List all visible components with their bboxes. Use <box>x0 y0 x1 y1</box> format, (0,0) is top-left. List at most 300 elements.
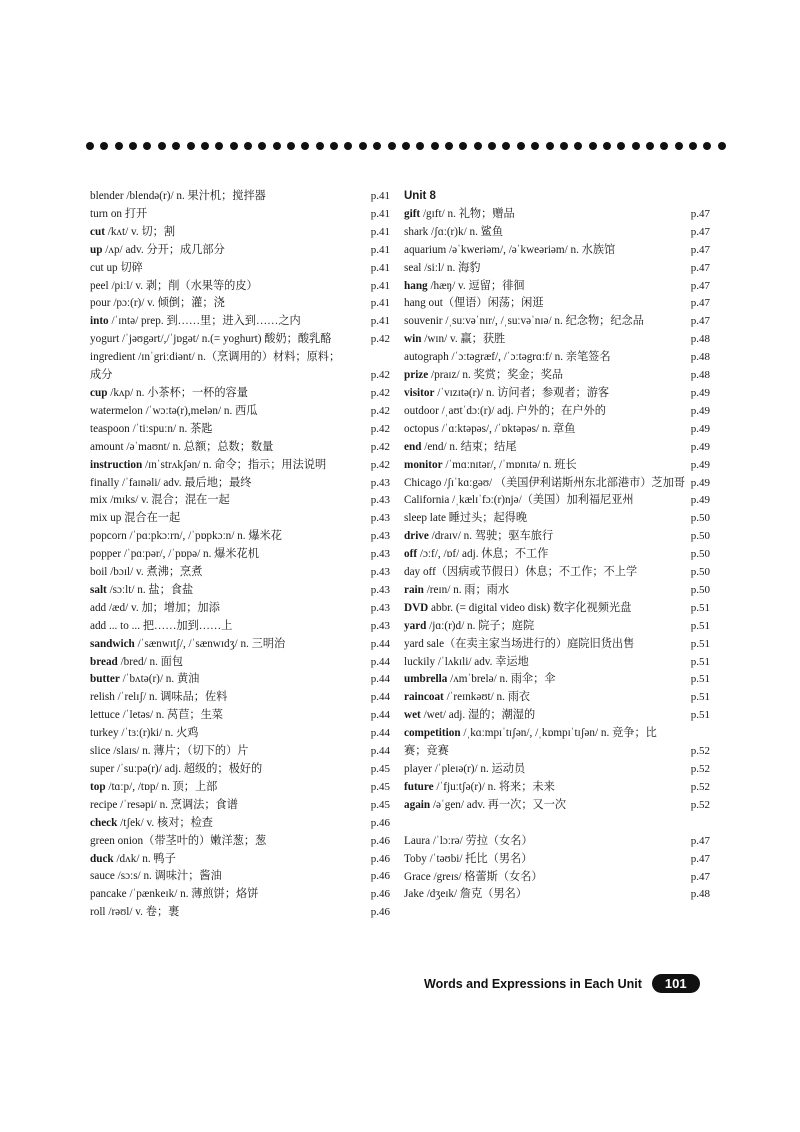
divider-dot <box>517 142 525 150</box>
vocab-entry <box>404 707 710 725</box>
vocab-entry <box>404 600 710 618</box>
entry-definition: /sɔːlt/ n. 盐；食盐 <box>106 583 194 596</box>
entry-definition: /dʒeɪk/ 詹克（男名） <box>423 888 528 901</box>
entry-page-ref: p.47 <box>690 870 710 883</box>
entry-word: cut up <box>90 261 118 274</box>
entry-page-ref: p.43 <box>370 601 390 614</box>
entry-text <box>90 654 350 672</box>
vocab-entry <box>404 725 710 761</box>
entry-text <box>90 689 350 707</box>
entry-word: monitor <box>404 458 443 471</box>
entry-word: turkey <box>90 727 119 740</box>
vocab-entry <box>90 582 390 600</box>
entry-page-ref: p.47 <box>690 297 710 310</box>
divider-dot <box>187 142 195 150</box>
entry-word: Laura <box>404 834 431 847</box>
entry-word: player <box>404 763 432 775</box>
entry-word: win <box>404 333 422 346</box>
entry-word: again <box>404 798 431 811</box>
entry-word: add ... to ... <box>90 619 141 632</box>
entry-definition: /əˈgen/ adv. 再一次；又一次 <box>430 798 567 811</box>
entry-text <box>90 707 350 725</box>
entry-definition: /ʌp/ adv. 分开；成几部分 <box>102 243 225 256</box>
entry-page-ref: p.44 <box>370 637 390 650</box>
entry-definition: /dʌk/ n. 鸭子 <box>113 852 176 865</box>
entry-page-ref: p.50 <box>690 566 710 579</box>
entry-definition: /ʃɑː(r)k/ n. 鲨鱼 <box>428 225 504 238</box>
entry-word: yard sale <box>404 637 445 650</box>
entry-definition: /reɪn/ n. 雨；雨水 <box>423 583 510 596</box>
entry-definition: （带茎叶的）嫩洋葱；葱 <box>143 834 267 847</box>
vocab-entry <box>90 403 390 421</box>
entry-text <box>404 851 670 869</box>
entry-definition: /blendə(r)/ n. 果汁机；搅拌器 <box>123 190 266 202</box>
entry-text <box>404 385 670 403</box>
entry-word: recipe <box>90 798 118 811</box>
entry-text <box>90 761 350 779</box>
entry-word: drive <box>404 530 429 543</box>
entry-definition: /əˈkweriəm/, /əˈkweəriəm/ n. 水族馆 <box>446 243 616 256</box>
vocab-entry <box>90 618 390 636</box>
divider-dot <box>445 142 453 150</box>
entry-page-ref: p.47 <box>690 261 710 274</box>
vocab-entry <box>404 206 710 224</box>
entry-word: Jake <box>404 888 424 901</box>
left-column <box>90 188 390 922</box>
entry-page-ref: p.51 <box>690 619 710 632</box>
vocab-entry <box>404 224 710 242</box>
entry-page-ref: p.43 <box>370 530 390 543</box>
entry-word: peel <box>90 279 109 292</box>
vocab-entry <box>90 671 390 689</box>
entry-text <box>90 636 350 654</box>
entry-word: luckily <box>404 655 436 668</box>
page-number-badge: 101 <box>652 974 700 993</box>
entry-text <box>404 403 670 421</box>
entry-page-ref: p.48 <box>690 333 710 346</box>
entry-definition: （因病或节假日）休息；不工作；不上学 <box>435 566 638 579</box>
entry-page-ref: p.43 <box>370 566 390 579</box>
names-list <box>404 833 710 905</box>
entry-page-ref: p.48 <box>690 888 710 901</box>
entry-definition: （在卖主家当场进行的）庭院旧货出售 <box>444 637 635 650</box>
entry-page-ref: p.51 <box>690 673 710 686</box>
entry-page-ref: p.44 <box>370 673 390 686</box>
entry-definition: /ˈfaɪnəli/ adv. 最后地；最终 <box>119 476 252 489</box>
vocab-entry <box>404 582 710 600</box>
vocab-entry <box>90 636 390 654</box>
divider-dot <box>589 142 597 150</box>
vocab-entry <box>90 242 390 260</box>
divider-dot <box>301 142 309 150</box>
entry-definition: /piːl/ v. 剥；削（水果等的皮） <box>108 279 258 292</box>
entry-definition: /mɪks/ v. 混合；混在一起 <box>107 494 230 507</box>
vocab-entry <box>90 278 390 296</box>
vocab-entry <box>404 636 710 654</box>
entry-page-ref: p.49 <box>690 404 710 417</box>
entry-word: check <box>90 816 118 829</box>
entry-text <box>90 510 350 528</box>
entry-word: future <box>404 780 434 793</box>
entry-definition: /ˈmɑːnɪtər/, /ˈmɒnɪtə/ n. 班长 <box>442 458 577 471</box>
entry-text <box>90 618 350 636</box>
vocab-entry <box>404 492 710 510</box>
vocab-entry <box>90 421 390 439</box>
entry-word: wet <box>404 709 421 722</box>
right-entries <box>404 206 710 815</box>
entry-word: relish <box>90 691 115 704</box>
vocab-entry <box>90 654 390 672</box>
entry-page-ref: p.44 <box>370 691 390 704</box>
vocab-entry <box>90 600 390 618</box>
divider-dot <box>201 142 209 150</box>
entry-word: rain <box>404 583 424 596</box>
entry-text <box>404 313 670 331</box>
entry-definition: /ˈɪntə/ prep. 到……里；进入到……之内 <box>108 315 301 328</box>
vocab-entry <box>90 851 390 869</box>
entry-definition: /sɔːs/ n. 调味汁；酱油 <box>114 870 222 883</box>
entry-word: ingredient <box>90 351 136 364</box>
entry-text <box>90 528 350 546</box>
entry-word: sleep late <box>404 512 446 525</box>
entry-text <box>90 403 350 421</box>
entry-word: up <box>90 243 103 256</box>
entry-word: outdoor <box>404 404 439 417</box>
vocab-entry <box>90 707 390 725</box>
entry-page-ref: p.43 <box>370 476 390 489</box>
entry-page-ref: p.49 <box>690 458 710 471</box>
entry-page-ref: p.47 <box>690 852 710 865</box>
divider-dot <box>703 142 711 150</box>
entry-definition: /ɪnˈstrʌkʃən/ n. 命令；指示；用法说明 <box>142 458 327 471</box>
entry-page-ref: p.50 <box>690 548 710 561</box>
entry-definition: 打开 <box>122 207 148 220</box>
entry-text <box>404 707 670 725</box>
entry-page-ref: p.42 <box>370 422 390 435</box>
vocab-entry <box>90 689 390 707</box>
entry-page-ref: p.42 <box>370 369 390 382</box>
footer-title: Words and Expressions in Each Unit <box>424 976 642 991</box>
vocab-entry <box>90 510 390 528</box>
unit-title: Unit 8 <box>404 190 436 202</box>
vocab-entry <box>404 242 710 260</box>
vocab-entry <box>404 797 710 815</box>
entry-text <box>90 278 350 296</box>
entry-definition: /rəʊl/ v. 卷；裹 <box>105 906 180 919</box>
entry-definition: /ɔːf/, /ɒf/ adj. 休息；不工作 <box>417 548 549 561</box>
entry-definition: 把……加到……上 <box>140 619 233 632</box>
entry-definition: /bred/ n. 面包 <box>117 655 184 668</box>
divider-dot <box>546 142 554 150</box>
vocab-entry <box>90 457 390 475</box>
divider-dot <box>617 142 625 150</box>
entry-word: souvenir <box>404 315 443 328</box>
entry-text <box>90 421 350 439</box>
vocab-entry <box>404 439 710 457</box>
entry-text <box>90 904 350 922</box>
entry-page-ref: p.41 <box>370 225 390 238</box>
vocab-entry <box>404 385 710 403</box>
vocab-entry <box>90 546 390 564</box>
vocab-entry <box>90 868 390 886</box>
entry-definition: /ˈpænkeɪk/ n. 薄煎饼；烙饼 <box>126 888 259 901</box>
entry-definition: /hæŋ/ v. 逗留；徘徊 <box>427 279 525 292</box>
entry-definition: /ˈɑːktəpəs/, /ˈɒktəpəs/ n. 章鱼 <box>438 422 576 435</box>
divider-dot <box>86 142 94 150</box>
entry-page-ref: p.41 <box>370 261 390 274</box>
entry-text <box>90 295 350 313</box>
entry-word: yard <box>404 619 427 632</box>
vocab-entry <box>90 206 390 224</box>
entry-word: octopus <box>404 422 439 435</box>
entry-text <box>404 600 670 618</box>
divider-dot <box>488 142 496 150</box>
entry-text <box>90 224 350 242</box>
entry-word: cup <box>90 386 108 399</box>
entry-word: Grace <box>404 870 431 883</box>
vocab-entry <box>90 439 390 457</box>
entry-definition: /draɪv/ n. 驾驶；驱车旅行 <box>428 530 554 543</box>
entry-text <box>90 188 350 206</box>
vocab-entry <box>404 851 710 869</box>
divider-dot <box>646 142 654 150</box>
entry-text <box>90 385 350 403</box>
entry-word: duck <box>90 852 114 865</box>
entry-word: sandwich <box>90 637 135 650</box>
entry-page-ref: p.49 <box>690 386 710 399</box>
vocab-entry <box>404 528 710 546</box>
divider-dot <box>474 142 482 150</box>
entry-page-ref: p.49 <box>690 422 710 435</box>
entry-page-ref: p.42 <box>370 333 390 346</box>
entry-page-ref: p.47 <box>690 207 710 220</box>
entry-page-ref: p.46 <box>370 852 390 865</box>
entry-definition: /ˌkɑːmpɪˈtɪʃən/, /ˌkɒmpɪˈtɪʃən/ n. 竞争；比赛；竞赛 <box>404 727 657 758</box>
vocab-entry <box>404 278 710 296</box>
vocab-entry <box>90 833 390 851</box>
entry-word: top <box>90 780 106 793</box>
entry-definition: /wet/ adj. 湿的；潮湿的 <box>420 709 536 722</box>
entry-word: pancake <box>90 888 127 901</box>
entry-definition: /praɪz/ n. 奖赏；奖金；奖品 <box>428 369 564 382</box>
vocab-entry <box>90 492 390 510</box>
entry-word: autograph <box>404 351 449 364</box>
entry-text <box>90 492 350 510</box>
entry-page-ref: p.42 <box>370 440 390 453</box>
entry-page-ref: p.51 <box>690 601 710 614</box>
divider-dot <box>129 142 137 150</box>
entry-text <box>404 564 670 582</box>
entry-page-ref: p.44 <box>370 727 390 740</box>
entry-page-ref: p.42 <box>370 404 390 417</box>
vocab-entry <box>404 331 710 349</box>
entry-page-ref: p.51 <box>690 637 710 650</box>
entry-text <box>90 439 350 457</box>
entry-word: hang <box>404 279 428 292</box>
entry-text <box>404 725 670 761</box>
divider-dot <box>459 142 467 150</box>
entry-page-ref: p.52 <box>690 798 710 811</box>
entry-definition: /ˈtəʊbi/ 托比（男名） <box>426 852 533 865</box>
entry-page-ref: p.49 <box>690 476 710 489</box>
divider-dot <box>215 142 223 150</box>
entry-definition: /ˈɔːtəgræf/, /ˈɔːtəgrɑːf/ n. 亲笔签名 <box>448 351 611 364</box>
vocab-entry <box>404 671 710 689</box>
entry-text <box>90 868 350 886</box>
entry-definition: /ˈrelɪʃ/ n. 调味品；佐料 <box>114 691 228 704</box>
divider-dot <box>244 142 252 150</box>
vocab-entry <box>90 295 390 313</box>
entry-text <box>404 475 686 493</box>
vocab-entry <box>90 475 390 493</box>
entry-page-ref: p.41 <box>370 279 390 292</box>
right-column <box>404 188 710 904</box>
entry-text <box>404 636 670 654</box>
entry-definition: /jɑː(r)d/ n. 院子；庭院 <box>426 619 535 632</box>
entry-definition: /ˈpɑːpər/, /ˈpɒpə/ n. 爆米花机 <box>121 548 259 561</box>
entry-page-ref: p.43 <box>370 583 390 596</box>
entry-definition: /ˈletəs/ n. 莴苣；生菜 <box>119 709 223 722</box>
vocab-entry <box>90 743 390 761</box>
entry-word: raincoat <box>404 691 444 704</box>
entry-word: Toby <box>404 852 427 865</box>
entry-word: mix up <box>90 512 122 525</box>
entry-definition: /ˈlɔːrə/ 劳拉（女名） <box>430 834 533 847</box>
entry-definition: /wɪn/ v. 赢；获胜 <box>421 333 506 346</box>
vocab-entry <box>404 421 710 439</box>
entry-text <box>404 206 670 224</box>
entry-word: finally <box>90 476 120 489</box>
entry-text <box>404 224 670 242</box>
entry-definition: /siːl/ n. 海豹 <box>421 261 481 274</box>
entry-text <box>90 833 350 851</box>
divider-dot <box>431 142 439 150</box>
entry-word: end <box>404 440 422 453</box>
entry-definition: /end/ n. 结束；结尾 <box>421 440 517 453</box>
entry-text <box>404 689 670 707</box>
entry-word: pour <box>90 297 111 310</box>
entry-text <box>404 278 670 296</box>
vocab-entry <box>404 564 710 582</box>
entry-definition: /tʃek/ v. 核对；检查 <box>117 816 213 829</box>
entry-word: lettuce <box>90 709 120 722</box>
entry-page-ref: p.43 <box>370 619 390 632</box>
vocab-entry <box>404 260 710 278</box>
entry-page-ref: p.50 <box>690 512 710 525</box>
divider-dot <box>172 142 180 150</box>
entry-text <box>404 492 670 510</box>
vocab-entry <box>90 779 390 797</box>
entry-page-ref: p.41 <box>370 297 390 310</box>
entry-definition: /ˈreɪnkəʊt/ n. 雨衣 <box>443 691 531 704</box>
entry-definition: /ˈwɔːtə(r),melən/ n. 西瓜 <box>142 404 258 417</box>
entry-page-ref: p.50 <box>690 583 710 596</box>
vocab-entry <box>90 797 390 815</box>
entry-page-ref: p.44 <box>370 655 390 668</box>
divider-dot <box>143 142 151 150</box>
entry-definition: /əˈmaʊnt/ n. 总额；总数；数量 <box>123 440 274 453</box>
entry-word: sauce <box>90 870 115 883</box>
entry-page-ref: p.41 <box>370 243 390 256</box>
divider-dot <box>344 142 352 150</box>
entry-definition: /gɪft/ n. 礼物；赠品 <box>420 207 515 220</box>
divider-dot <box>560 142 568 150</box>
entry-page-ref: p.47 <box>690 279 710 292</box>
entry-page-ref: p.48 <box>690 369 710 382</box>
entry-definition: /ʃɪˈkɑːgəʊ/ （美国伊利诺斯州东北部港市）芝加哥 <box>441 476 686 489</box>
divider-dot <box>660 142 668 150</box>
entry-text <box>90 260 350 278</box>
entry-page-ref: p.50 <box>690 530 710 543</box>
vocab-entry <box>90 564 390 582</box>
divider-dot <box>287 142 295 150</box>
vocab-entry <box>404 546 710 564</box>
entry-word: instruction <box>90 458 143 471</box>
entry-definition: /ˈfjuːtʃə(r)/ n. 将来；未来 <box>433 780 555 793</box>
entry-page-ref: p.46 <box>370 906 390 919</box>
vocab-entry <box>404 689 710 707</box>
entry-definition: /ˈvɪzɪtə(r)/ n. 访问者；参观者；游客 <box>434 386 610 399</box>
entry-text <box>404 260 670 278</box>
entry-text <box>90 743 350 761</box>
vocab-entry <box>404 618 710 636</box>
entry-word: green onion <box>90 834 144 847</box>
footer <box>424 974 700 993</box>
vocab-entry <box>90 260 390 278</box>
divider-dot <box>402 142 410 150</box>
entry-page-ref: p.47 <box>690 834 710 847</box>
dotted-divider <box>86 139 726 153</box>
entry-page-ref: p.46 <box>370 816 390 829</box>
vocab-entry <box>90 349 390 385</box>
entry-text <box>404 546 670 564</box>
entry-text <box>90 349 350 385</box>
entry-text <box>90 851 350 869</box>
vocab-entry <box>90 904 390 922</box>
entry-definition: /kʌp/ n. 小茶杯；一杯的容量 <box>107 386 248 399</box>
divider-dot <box>258 142 266 150</box>
entry-text <box>90 600 350 618</box>
entry-text <box>404 779 670 797</box>
entry-word: gift <box>404 207 421 220</box>
entry-word: yogurt <box>90 333 120 346</box>
divider-dot <box>689 142 697 150</box>
vocab-entry <box>404 833 710 851</box>
divider-dot <box>388 142 396 150</box>
entry-text <box>90 815 350 833</box>
entry-word: roll <box>90 906 106 919</box>
entry-definition: /ˌaʊtˈdɔː(r)/ adj. 户外的；在户外的 <box>438 404 606 417</box>
entry-text <box>404 421 670 439</box>
entry-text <box>90 886 350 904</box>
entry-page-ref: p.48 <box>690 351 710 364</box>
entry-word: into <box>90 315 109 328</box>
entry-text <box>404 457 670 475</box>
entry-text <box>404 833 670 851</box>
entry-text <box>404 242 670 260</box>
entry-definition: /bɔɪl/ v. 煮沸；烹煮 <box>107 566 203 579</box>
entry-definition: /ˌsuːvəˈnɪr/, /ˌsuːvəˈnɪə/ n. 纪念物；纪念品 <box>442 315 644 328</box>
entry-page-ref: p.45 <box>370 780 390 793</box>
divider-dot <box>230 142 238 150</box>
entry-text <box>404 510 670 528</box>
entry-page-ref: p.43 <box>370 548 390 561</box>
entry-text <box>90 546 350 564</box>
entry-word: day off <box>404 566 436 579</box>
divider-dot <box>574 142 582 150</box>
entry-page-ref: p.46 <box>370 888 390 901</box>
entry-text <box>404 869 670 887</box>
